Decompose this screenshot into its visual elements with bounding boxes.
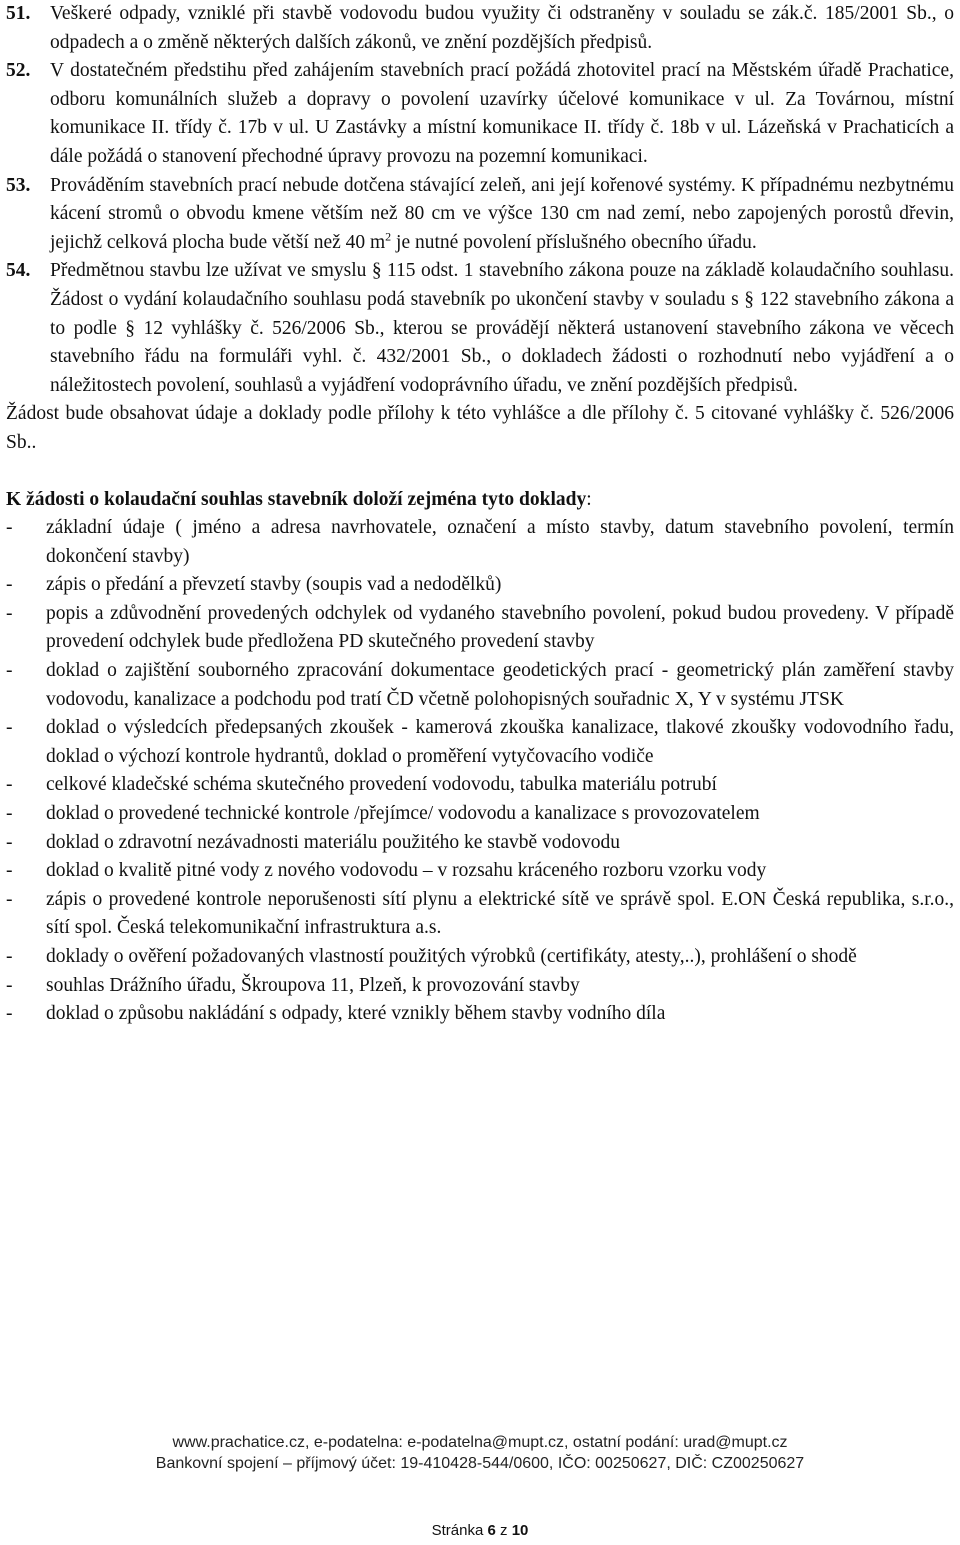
list-item xyxy=(6,514,954,571)
list-item xyxy=(6,943,954,972)
list-dash: - xyxy=(6,888,13,910)
condition-text-part: Prováděním stavebních prací nebude dotčena stávající zeleň, ani její kořenové systémy. K případnému nezbytnému kácení stromů o obvodu kmene větším než 80 cm ve výšce 130 cm nad zemí, nebo zapojených porostů dřevin, jejichž celková plocha bude větší než 40 m xyxy=(50,174,954,253)
application-paragraph: Žádost bude obsahovat údaje a doklady podle přílohy k této vyhlášce a dle přílohy č. 5 citované vyhlášky č. 526/2006 Sb.. xyxy=(6,403,954,453)
list-item xyxy=(6,657,954,714)
list-item xyxy=(6,1000,954,1029)
page-separator: z xyxy=(500,1522,508,1539)
condition-53 xyxy=(6,172,954,258)
list-dash: - xyxy=(6,517,13,539)
list-item xyxy=(6,829,954,858)
condition-54 xyxy=(6,257,954,400)
list-dash: - xyxy=(6,1003,13,1025)
list-item-text: doklad o způsobu nakládání s odpady, které vznikly během stavby vodního díla xyxy=(46,1003,666,1025)
list-item xyxy=(6,800,954,829)
list-item-text: doklad o kvalitě pitné vody z nového vodovodu – v rozsahu kráceného rozboru vzorku vody xyxy=(46,860,767,882)
list-dash: - xyxy=(6,946,13,967)
list-item xyxy=(6,771,954,800)
list-dash: - xyxy=(6,717,13,739)
documents-list xyxy=(6,514,954,1029)
condition-text-part: je nutné povolení příslušného obecního úřadu. xyxy=(391,231,757,253)
list-dash: - xyxy=(6,774,13,796)
list-dash: - xyxy=(6,574,13,596)
list-item xyxy=(6,714,954,771)
superscript: 2 xyxy=(385,229,392,244)
condition-number: 54. xyxy=(6,260,31,282)
list-item-text: doklad o zdravotní nezávadnosti materiálu použitého ke stavbě vodovodu xyxy=(46,831,621,853)
list-item-text: doklad o zajištění souborného zpracování dokumentace geodetických prací - geometrický plán zaměření stavby vodovodu, kanalizace a podchodu pod tratí ČD včetně polohopisných souřadnic X, Y v systému JTSK xyxy=(46,660,954,710)
list-item xyxy=(6,857,954,886)
list-item-text: souhlas Drážního úřadu, Škroupova 11, Plzeň, k provozování stavby xyxy=(46,974,580,996)
list-item xyxy=(6,600,954,657)
list-item xyxy=(6,972,954,1001)
condition-text: V dostatečném předstihu před zahájením stavebních prací požádá zhotovitel prací na Městském úřadě Prachatice, odboru komunálních služeb a dopravy o povolení uzavírky účelové komunikace v ul. Za Továrnou, místní komunikace II. třídy č. 17b v ul. U Zastávky a místní komunikace II. třídy č. 18b v ul. Lázeňská v Prachaticích a dále požádá o stanovení přechodné úpravy provozu na pozemní komunikaci. xyxy=(50,60,954,167)
list-dash: - xyxy=(6,602,13,624)
footer xyxy=(0,1432,960,1474)
list-item-text: zápis o předání a převzetí stavby (soupis vad a nedodělků) xyxy=(46,574,502,596)
documents-heading xyxy=(6,486,954,515)
condition-text xyxy=(50,172,954,258)
list-item xyxy=(6,571,954,600)
list-item-text: doklad o výsledcích předepsaných zkoušek - kamerová zkouška kanalizace, tlakové zkoušky vodovodního řadu, doklad o výchozí kontrole hydrantů, doklad o proměření vytyčovacího vodiče xyxy=(46,717,954,767)
condition-number: 51. xyxy=(6,3,31,24)
condition-text: Veškeré odpady, vzniklé při stavbě vodovodu budou využity či odstraněny v souladu se zák.č. 185/2001 Sb., o odpadech a o změně některých dalších zákonů, ve znění pozdějších předpisů. xyxy=(50,3,954,53)
list-item-text: základní údaje ( jméno a adresa navrhovatele, označení a místo stavby, datum stavebního povolení, termín dokončení stavby) xyxy=(46,517,954,567)
condition-number: 53. xyxy=(6,174,31,196)
spacer xyxy=(6,458,954,486)
list-item-text: celkové kladečské schéma skutečného provedení vodovodu, tabulka materiálu potrubí xyxy=(46,774,717,796)
list-item xyxy=(6,886,954,943)
list-dash: - xyxy=(6,831,13,853)
page-total: 10 xyxy=(511,1522,529,1539)
footer-contacts: www.prachatice.cz, e-podatelna: e-podatelna@mupt.cz, ostatní podání: urad@mupt.cz xyxy=(172,1434,788,1451)
list-item-text: zápis o provedené kontrole neporušenosti sítí plynu a elektrické sítě ve správě spol. E.ON Česká republika, s.r.o., sítí spol. Česká telekomunikační infrastruktura a.s. xyxy=(46,888,954,939)
document-body xyxy=(6,0,954,1029)
list-item-text: doklad o provedené technické kontrole /přejímce/ vodovodu a kanalizace s provozovatelem xyxy=(46,803,760,825)
list-dash: - xyxy=(6,860,13,882)
condition-number: 52. xyxy=(6,60,31,82)
list-item-text: popis a zdůvodnění provedených odchylek od vydaného stavebního povolení, pokud budou provedeny. V případě provedení odchylek bude předložena PD skutečného provedení stavby xyxy=(46,602,954,653)
condition-text: Předmětnou stavbu lze užívat ve smyslu § 115 odst. 1 stavebního zákona pouze na základě kolaudačního souhlasu. Žádost o vydání kolaudačního souhlasu podá stavebník po ukončení stavby v souladu s § 122 stavebního zákona a to podle § 12 vyhlášky č. 526/2006 Sb., kterou se provádějí některá ustanovení stavebního zákona ve věcech stavebního řádu na formuláři vyhl. č. 432/2001 Sb., o dokladech žádosti o rozhodnutí nebo vyjádření a o náležitostech povolení, souhlasů a vyjádření vodoprávního úřadu, ve znění pozdějších předpisů. xyxy=(50,260,954,396)
list-item-text: doklady o ověření požadovaných vlastností použitých výrobků (certifikáty, atesty,..), prohlášení o shodě xyxy=(46,946,857,967)
footer-bank: Bankovní spojení – příjmový účet: 19-410428-544/0600, IČO: 00250627, DIČ: CZ00250627 xyxy=(155,1455,805,1472)
page-label: Stránka xyxy=(431,1522,484,1539)
condition-52 xyxy=(6,57,954,171)
list-dash: - xyxy=(6,803,13,825)
list-dash: - xyxy=(6,660,13,682)
list-dash: - xyxy=(6,974,13,996)
condition-51 xyxy=(6,0,954,57)
heading-text: K žádosti o kolaudační souhlas stavebník doloží zejména tyto doklady xyxy=(6,488,587,510)
page-current: 6 xyxy=(487,1522,496,1539)
heading-colon: : xyxy=(586,488,592,510)
page-number xyxy=(0,1522,960,1539)
